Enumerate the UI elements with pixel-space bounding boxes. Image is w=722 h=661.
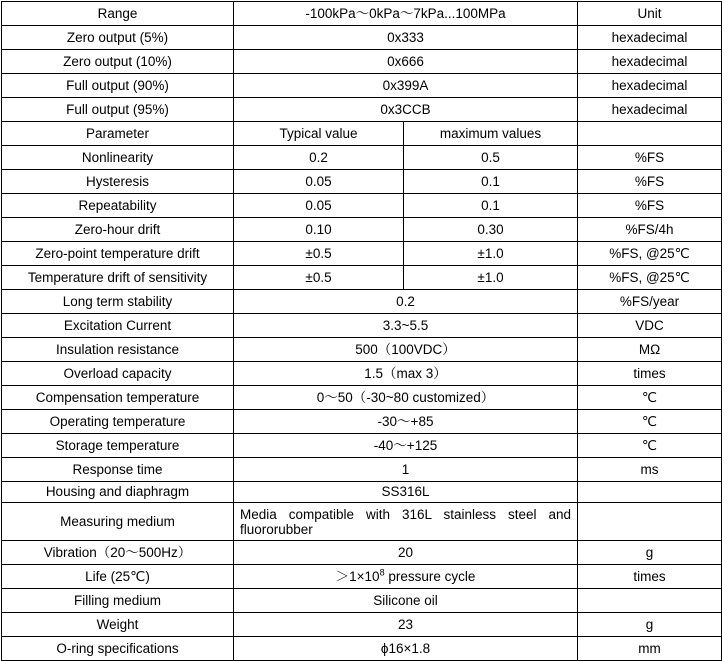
life-value-prefix: ＞1×10	[335, 568, 380, 584]
param-cell: Storage temperature	[2, 434, 234, 458]
value-cell: 0～50（-30~80 customized）	[234, 386, 578, 410]
param-cell: Vibration（20～500Hz）	[2, 541, 234, 565]
table-row	[2, 146, 722, 170]
param-cell: Measuring medium	[2, 503, 234, 541]
max-cell: ±1.0	[404, 242, 578, 266]
param-cell: Nonlinearity	[2, 146, 234, 170]
value-cell: 1	[234, 458, 578, 482]
unit-cell: %FS/4h	[578, 218, 722, 242]
unit-cell: hexadecimal	[578, 26, 722, 50]
table-row	[2, 565, 722, 589]
unit-cell: %FS, @25℃	[578, 242, 722, 266]
unit-cell: hexadecimal	[578, 74, 722, 98]
table-row	[2, 50, 722, 74]
unit-cell: %FS	[578, 170, 722, 194]
param-cell: Insulation resistance	[2, 338, 234, 362]
table-row	[2, 386, 722, 410]
value-cell: 0x399A	[234, 74, 578, 98]
unit-cell: hexadecimal	[578, 50, 722, 74]
typical-cell: 0.05	[234, 170, 404, 194]
unit-cell: mm	[578, 637, 722, 661]
value-cell: 23	[234, 613, 578, 637]
max-cell: 0.5	[404, 146, 578, 170]
param-cell: Zero output (5%)	[2, 26, 234, 50]
param-cell: Response time	[2, 458, 234, 482]
param-cell: Overload capacity	[2, 362, 234, 386]
param-cell: Weight	[2, 613, 234, 637]
param-cell: Compensation temperature	[2, 386, 234, 410]
subheader-typical: Typical value	[234, 122, 404, 146]
unit-cell: MΩ	[578, 338, 722, 362]
param-cell: Zero-point temperature drift	[2, 242, 234, 266]
unit-cell: %FS	[578, 146, 722, 170]
table-row	[2, 613, 722, 637]
param-cell: Repeatability	[2, 194, 234, 218]
unit-cell	[578, 503, 722, 541]
value-cell: -40～+125	[234, 434, 578, 458]
header-param: Range	[2, 2, 234, 26]
table-row	[2, 242, 722, 266]
table-row	[2, 314, 722, 338]
param-cell: Zero output (10%)	[2, 50, 234, 74]
subheader-row	[2, 122, 722, 146]
param-cell: Operating temperature	[2, 410, 234, 434]
unit-cell: g	[578, 613, 722, 637]
unit-cell: hexadecimal	[578, 98, 722, 122]
param-cell: Long term stability	[2, 290, 234, 314]
table-row	[2, 74, 722, 98]
unit-cell: %FS/year	[578, 290, 722, 314]
table-row	[2, 589, 722, 613]
param-cell: Excitation Current	[2, 314, 234, 338]
unit-cell: VDC	[578, 314, 722, 338]
table-row	[2, 458, 722, 482]
header-row	[2, 2, 722, 26]
life-value-exponent: 8	[379, 567, 385, 577]
param-cell: Zero-hour drift	[2, 218, 234, 242]
param-cell: Temperature drift of sensitivity	[2, 266, 234, 290]
value-cell: ϕ16×1.8	[234, 637, 578, 661]
spec-table	[1, 1, 722, 661]
unit-cell: ℃	[578, 410, 722, 434]
unit-cell: ms	[578, 458, 722, 482]
subheader-param: Parameter	[2, 122, 234, 146]
value-cell: SS316L	[234, 482, 578, 503]
unit-cell: %FS, @25℃	[578, 266, 722, 290]
subheader-max: maximum values	[404, 122, 578, 146]
typical-cell: 0.05	[234, 194, 404, 218]
max-cell: ±1.0	[404, 266, 578, 290]
value-cell: Silicone oil	[234, 589, 578, 613]
value-cell: 0x3CCB	[234, 98, 578, 122]
table-row	[2, 410, 722, 434]
table-row	[2, 290, 722, 314]
unit-cell: ℃	[578, 434, 722, 458]
max-cell: 0.1	[404, 170, 578, 194]
param-cell: Filling medium	[2, 589, 234, 613]
subheader-unit	[578, 122, 722, 146]
value-cell: 1.5（max 3）	[234, 362, 578, 386]
unit-cell: ℃	[578, 386, 722, 410]
table-row	[2, 170, 722, 194]
value-cell	[234, 565, 578, 589]
table-row	[2, 194, 722, 218]
life-value-suffix: pressure cycle	[384, 568, 476, 584]
param-cell: Hysteresis	[2, 170, 234, 194]
unit-cell	[578, 482, 722, 503]
unit-cell: %FS	[578, 194, 722, 218]
value-cell: 20	[234, 541, 578, 565]
table-row	[2, 218, 722, 242]
table-row	[2, 637, 722, 661]
table-row	[2, 434, 722, 458]
table-row	[2, 98, 722, 122]
max-cell: 0.1	[404, 194, 578, 218]
value-cell: 0.2	[234, 290, 578, 314]
max-cell: 0.30	[404, 218, 578, 242]
table-row	[2, 482, 722, 503]
value-cell: Media compatible with 316L stainless steel and fluororubber	[234, 503, 578, 541]
value-cell: 500（100VDC）	[234, 338, 578, 362]
typical-cell: 0.2	[234, 146, 404, 170]
table-row	[2, 541, 722, 565]
table-row	[2, 338, 722, 362]
table-row	[2, 362, 722, 386]
typical-cell: ±0.5	[234, 242, 404, 266]
unit-cell: times	[578, 565, 722, 589]
param-cell: Housing and diaphragm	[2, 482, 234, 503]
typical-cell: ±0.5	[234, 266, 404, 290]
header-unit: Unit	[578, 2, 722, 26]
header-range: -100kPa～0kPa～7kPa...100MPa	[234, 2, 578, 26]
unit-cell	[578, 589, 722, 613]
table-row	[2, 266, 722, 290]
param-cell: O-ring specifications	[2, 637, 234, 661]
value-cell: 0x333	[234, 26, 578, 50]
value-cell: 3.3~5.5	[234, 314, 578, 338]
param-cell: Life (25℃)	[2, 565, 234, 589]
typical-cell: 0.10	[234, 218, 404, 242]
param-cell: Full output (90%)	[2, 74, 234, 98]
value-cell: 0x666	[234, 50, 578, 74]
table-row	[2, 26, 722, 50]
table-row	[2, 503, 722, 541]
param-cell: Full output (95%)	[2, 98, 234, 122]
unit-cell: g	[578, 541, 722, 565]
value-cell: -30～+85	[234, 410, 578, 434]
unit-cell: times	[578, 362, 722, 386]
